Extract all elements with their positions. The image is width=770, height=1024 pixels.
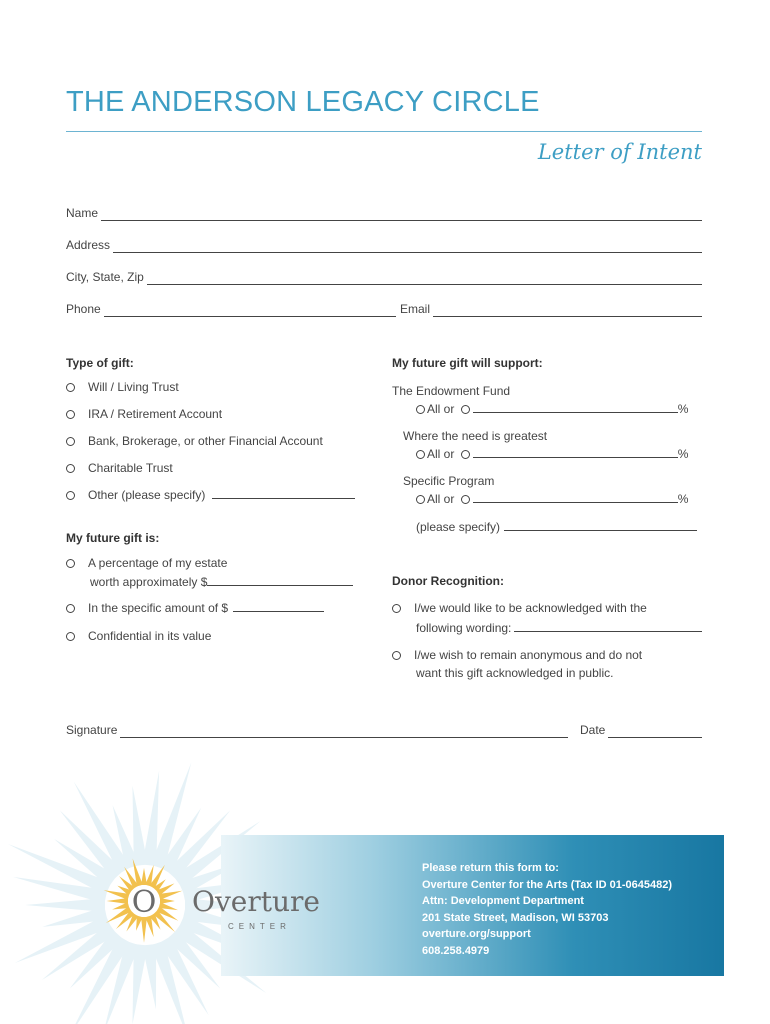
return-address [422, 860, 672, 960]
percentage-option[interactable] [66, 556, 227, 570]
radio-circle[interactable] [392, 651, 401, 660]
specific-amount-line[interactable] [233, 601, 324, 612]
radio-circle[interactable] [66, 632, 75, 641]
email-line[interactable] [433, 305, 702, 317]
specific-amount-option[interactable] [66, 601, 324, 615]
address-field[interactable] [66, 237, 702, 253]
radio-circle[interactable] [66, 491, 75, 500]
percent-sign: % [677, 402, 689, 416]
anonymous-option[interactable] [392, 648, 642, 662]
return-line: Please return this form to: [422, 862, 559, 874]
radio-circle[interactable] [461, 450, 470, 459]
wording-label: following wording: [416, 621, 512, 635]
all-or-label: All or [427, 492, 455, 506]
svg-text:O: O [131, 885, 157, 920]
endowment-allocation-row[interactable] [416, 402, 688, 416]
ray [107, 898, 128, 904]
logo-name: Overture [192, 885, 320, 918]
percentage-label: A percentage of my estate [88, 556, 228, 570]
radio-circle[interactable] [66, 410, 75, 419]
endowment-fund-label: The Endowment Fund [392, 384, 511, 398]
page-title: THE ANDERSON LEGACY CIRCLE [66, 86, 540, 118]
phone-line[interactable] [104, 305, 396, 317]
all-or-label: All or [427, 447, 455, 461]
email-field[interactable] [400, 301, 702, 317]
all-or-label: All or [427, 402, 455, 416]
percent-line[interactable] [473, 447, 678, 458]
type-of-gift-heading: Type of gift: [66, 356, 134, 370]
date-label: Date [580, 723, 606, 737]
signature-label: Signature [66, 723, 118, 737]
return-line: Attn: Development Department [422, 895, 584, 908]
future-gift-is-heading: My future gift is: [66, 531, 160, 545]
anonymous-label: I/we wish to remain anonymous and do not [414, 648, 643, 662]
program-specify-row [416, 520, 697, 534]
specific-amount-label: In the specific amount of $ [88, 601, 229, 615]
name-label: Name [66, 206, 99, 220]
radio-circle[interactable] [416, 450, 425, 459]
gift-type-label: IRA / Retirement Account [88, 407, 223, 421]
city-label: City, State, Zip [66, 270, 144, 284]
please-specify-label: (please specify) [416, 520, 501, 534]
page-subtitle: Letter of Intent [537, 140, 702, 164]
radio-circle[interactable] [66, 383, 75, 392]
gift-type-option[interactable] [66, 407, 222, 421]
anonymous-label-line2: want this gift acknowledged in public. [416, 666, 614, 680]
address-label: Address [66, 238, 111, 252]
gift-type-option[interactable] [66, 380, 179, 394]
sun-logo-icon [98, 855, 190, 947]
city-field[interactable] [66, 269, 702, 285]
percentage-value-label: worth approximately $ [90, 575, 208, 589]
website-link[interactable]: overture.org/support [422, 928, 531, 941]
return-line: Overture Center for the Arts (Tax ID 01-0645482) [422, 878, 673, 891]
acknowledge-option[interactable] [392, 601, 647, 615]
radio-circle[interactable] [392, 604, 401, 613]
date-field[interactable] [580, 722, 702, 738]
estate-value-line[interactable] [207, 575, 353, 586]
percent-sign: % [677, 492, 689, 506]
specific-program-label: Specific Program [403, 474, 495, 488]
gift-type-option[interactable] [66, 461, 173, 475]
need-allocation-row[interactable] [416, 447, 688, 461]
donor-recognition-heading: Donor Recognition: [392, 574, 504, 588]
logo-subtitle: CENTER [228, 922, 291, 931]
phone-number: 608.258.4979 [422, 944, 490, 957]
address-line[interactable] [113, 241, 702, 253]
gift-type-option[interactable] [66, 434, 323, 448]
name-field[interactable] [66, 205, 702, 221]
confidential-label: Confidential in its value [88, 629, 212, 643]
percent-line[interactable] [473, 492, 678, 503]
percentage-value-row [90, 575, 353, 589]
return-line: 201 State Street, Madison, WI 53703 [422, 911, 609, 924]
city-line[interactable] [147, 273, 702, 285]
radio-circle[interactable] [66, 437, 75, 446]
gift-support-heading: My future gift will support: [392, 356, 543, 370]
percent-sign: % [677, 447, 689, 461]
radio-circle[interactable] [461, 495, 470, 504]
confidential-option[interactable] [66, 629, 211, 643]
radio-circle[interactable] [461, 405, 470, 414]
percent-line[interactable] [473, 402, 678, 413]
radio-circle[interactable] [66, 604, 75, 613]
program-allocation-row[interactable] [416, 492, 688, 506]
title-divider [66, 131, 702, 132]
ray [141, 917, 147, 943]
gift-type-label: Other (please specify) [88, 488, 206, 502]
signature-field[interactable] [66, 722, 568, 738]
gift-type-label: Bank, Brokerage, or other Financial Account [88, 434, 323, 448]
gift-type-label: Will / Living Trust [88, 380, 179, 394]
gift-type-option[interactable] [66, 488, 355, 502]
phone-label: Phone [66, 302, 101, 316]
program-specify-line[interactable] [504, 520, 697, 531]
signature-line[interactable] [120, 726, 568, 738]
acknowledge-label: I/we would like to be acknowledged with the [414, 601, 647, 615]
need-greatest-label: Where the need is greatest [403, 429, 548, 443]
date-line[interactable] [608, 726, 702, 738]
acknowledge-wording-row [416, 621, 702, 635]
phone-field[interactable] [66, 301, 396, 317]
gift-type-label: Charitable Trust [88, 461, 173, 475]
other-specify-line[interactable] [212, 488, 355, 499]
name-line[interactable] [101, 209, 702, 221]
email-label: Email [400, 302, 431, 316]
radio-circle[interactable] [416, 405, 425, 414]
radio-circle[interactable] [416, 495, 425, 504]
wording-line[interactable] [514, 621, 702, 632]
radio-circle[interactable] [66, 464, 75, 473]
ray [141, 868, 147, 885]
radio-circle[interactable] [66, 559, 75, 568]
